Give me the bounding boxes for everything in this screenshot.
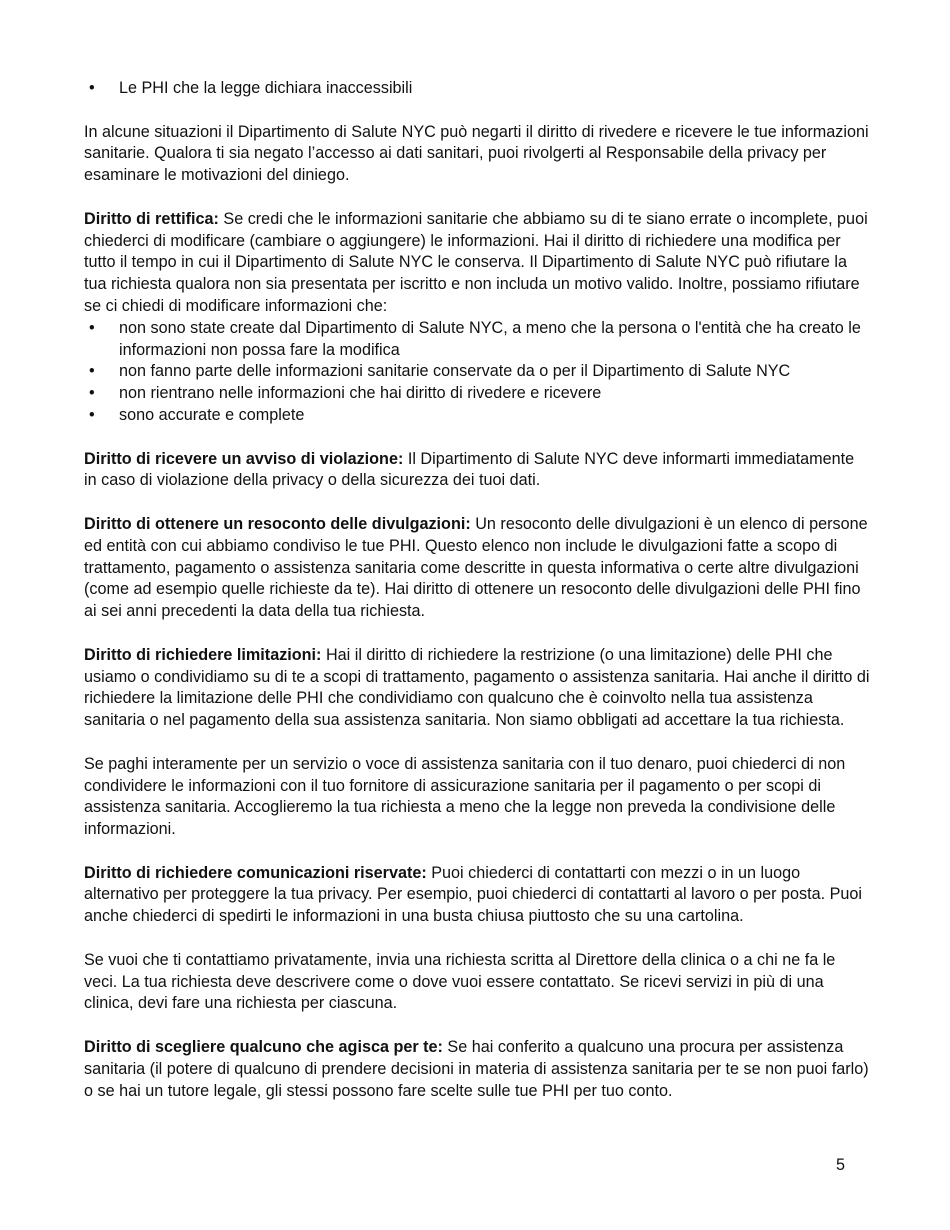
- section-rectification: [84, 209, 870, 318]
- section-body: Se hai conferito a qualcuno una procura per assistenza sanitaria (il potere di qualcuno di prendere decisioni in materia di assistenza sanitaria per te se non puoi farlo) o se hai un tutore legale, gli stessi possono fare scelte sulle tue PHI per tuo conto.: [84, 1038, 869, 1100]
- section-breach-notice: [84, 449, 870, 493]
- section-body: Puoi chiederci di contattarti con mezzi o in un luogo alternativo per proteggere la tua privacy. Per esempio, puoi chiederci di contattarti al lavoro o per posta. Puoi anche chiederci di spedirti le informazioni in una busta chiusa piuttosto che su una cartolina.: [84, 863, 863, 926]
- section-heading: Diritto di richiedere limitazioni:: [84, 645, 322, 664]
- paragraph-private-contact: Se vuoi che ti contattiamo privatamente, invia una richiesta scritta al Direttore della clinica o a chi ne fa le veci. La tua richiesta deve descrivere come o dove vuoi essere contattato. Se ricevi servizi in più di una clinica, devi fare una richiesta per ciascuna.: [84, 950, 836, 1013]
- list-item: • non sono state create dal Dipartimento di Salute NYC, a meno che la persona o l'entità che ha creato le informazioni non possa fare la modifica: [84, 318, 870, 362]
- section-heading: Diritto di scegliere qualcuno che agisca per te:: [84, 1038, 443, 1057]
- section-heading: Diritto di ricevere un avviso di violazione:: [84, 449, 404, 468]
- page-content: [84, 78, 870, 1102]
- section-body: Un resoconto delle divulgazioni è un elenco di persone ed entità con cui abbiamo condiviso le tue PHI. Questo elenco non include le divulgazioni fatte a scopo di trattamento, pagamento o assistenza sanitaria come descritte in questa informativa o certe altre divulgazioni (come ad esempio quelle richieste da te). Hai diritto di ottenere un resoconto delle divulgazioni delle PHI fino ai sei anni precedenti la data della tua richiesta.: [84, 514, 868, 621]
- section-body: Se credi che le informazioni sanitarie che abbiamo su di te siano errate o incomplete, puoi chiederci di modificare (cambiare o aggiungere) le informazioni. Hai il diritto di richiedere una modifica per tutto il tempo in cui il Dipartimento di Salute NYC le conserva. Il Dipartimento di Salute NYC può rifiutare la tua richiesta qualora non sia presentata per iscritto e non includa un motivo valido. Inoltre, possiamo rifiutare se ci chiedi di modificare informazioni che:: [84, 209, 868, 315]
- section-body: Hai il diritto di richiedere la restrizione (o una limitazione) delle PHI che usiamo o condividiamo su di te a scopi di trattamento, pagamento o assistenza sanitaria. Hai anche il diritto di richiedere la limitazione delle PHI che condividiamo con qualcuno che è coinvolto nella tua assistenza sanitaria o nel pagamento della sua assistenza sanitaria. Non siamo obbligati ad accettare la tua richiesta.: [84, 645, 870, 730]
- section-heading: Diritto di ottenere un resoconto delle divulgazioni:: [84, 514, 471, 533]
- section-accounting-disclosures: [84, 514, 870, 623]
- section-representative: [84, 1037, 870, 1102]
- section-restrictions: [84, 645, 870, 732]
- page-number: 5: [836, 1156, 846, 1174]
- list-item: • Le PHI che la legge dichiara inaccessibili: [84, 78, 870, 100]
- list-item: • non rientrano nelle informazioni che hai diritto di rivedere e ricevere: [84, 383, 870, 405]
- list-item: • non fanno parte delle informazioni sanitarie conservate da o per il Dipartimento di Salute NYC: [84, 361, 870, 383]
- section-heading: Diritto di richiedere comunicazioni riservate:: [84, 863, 427, 882]
- bullet-list-rectification: [84, 318, 870, 427]
- paragraph-denial: In alcune situazioni il Dipartimento di Salute NYC può negarti il diritto di rivedere e ricevere le tue informazioni sanitarie. Qualora ti sia negato l’accesso ai dati sanitari, puoi rivolgerti al Responsabile della privacy per esaminare le motivazioni del diniego.: [84, 122, 869, 185]
- section-body: Il Dipartimento di Salute NYC deve informarti immediatamente in caso di violazione della privacy o della sicurezza dei tuoi dati.: [84, 449, 855, 490]
- bullet-list-inaccessible: [84, 78, 870, 100]
- paragraph-self-pay: Se paghi interamente per un servizio o voce di assistenza sanitaria con il tuo denaro, puoi chiederci di non condividere le informazioni con il tuo fornitore di assicurazione sanitaria per il pagamento o per scopi di assistenza sanitaria. Accoglieremo la tua richiesta a meno che la legge non preveda la condivisione delle informazioni.: [84, 754, 846, 839]
- section-confidential-communications: [84, 863, 870, 928]
- list-item: • sono accurate e complete: [84, 405, 870, 427]
- section-heading: Diritto di rettifica:: [84, 209, 219, 228]
